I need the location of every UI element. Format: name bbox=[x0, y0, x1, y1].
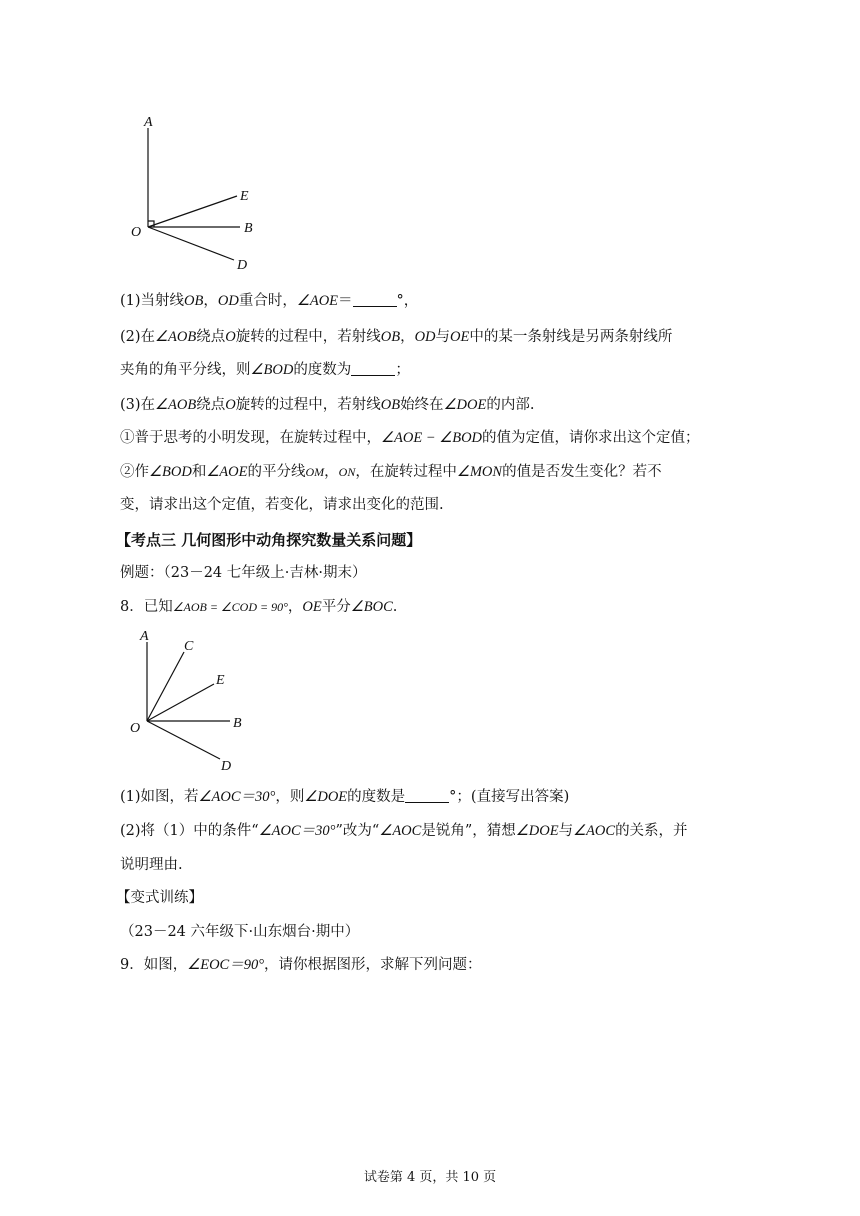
q8-part1: (1)如图，若∠AOC＝30°，则∠DOE的度数是 °；(直接写出答案) bbox=[120, 789, 570, 805]
q7-part2-line1: (2)在∠AOB绕点O旋转的过程中，若射线OB，OD与OE中的某一条射线是另两条射线所 bbox=[120, 329, 673, 345]
q8-part2-line2: 说明理由. bbox=[120, 857, 183, 873]
section-heading: 【考点三 几何图形中动角探究数量关系问题】 bbox=[116, 531, 422, 549]
q7-sub1: ①普于思考的小明发现，在旋转过程中，∠AOE − ∠BOD的值为定值，请你求出这个定值； bbox=[120, 430, 700, 446]
label-e: E bbox=[240, 189, 249, 204]
q8-part2-line1: (2)将（1）中的条件“∠AOC＝30°”改为“∠AOC是锐角”，猜想∠DOE与∠AOC的关系，并 bbox=[120, 823, 688, 839]
label-o: O bbox=[131, 225, 142, 240]
angle-figure-1 bbox=[120, 110, 280, 280]
ray-oe bbox=[148, 196, 237, 227]
label-b: B bbox=[233, 716, 242, 731]
label-o: O bbox=[130, 721, 141, 736]
label-b: B bbox=[244, 221, 253, 236]
ray-od bbox=[147, 721, 220, 759]
q7-part2-line2: 夹角的角平分线，则∠BOD的度数为 ； bbox=[120, 362, 410, 378]
page-footer: 试卷第 4 页，共 10 页 bbox=[363, 1170, 497, 1185]
answer-blank bbox=[405, 788, 449, 803]
ray-od bbox=[148, 227, 234, 260]
label-c: C bbox=[184, 639, 194, 654]
example-source: 例题：（23－24 七年级上·吉林·期末） bbox=[120, 565, 367, 581]
q7-part1: (1)当射线OB，OD重合时，∠AOE＝ °， bbox=[120, 293, 419, 309]
q7-part3: (3)在∠AOB绕点O旋转的过程中，若射线OB始终在∠DOE的内部. bbox=[120, 397, 535, 413]
label-d: D bbox=[237, 258, 248, 273]
label-e: E bbox=[216, 673, 225, 688]
variant-heading: 【变式训练】 bbox=[116, 890, 203, 906]
q7-sub2-line1: ②作∠BOD和∠AOE的平分线OM，ON，在旋转过程中∠MON的值是否发生变化？若不 bbox=[120, 464, 662, 480]
answer-blank bbox=[351, 361, 395, 376]
variant-source: （23－24 六年级下·山东烟台·期中） bbox=[120, 924, 360, 940]
q9-stem: 9．如图，∠EOC＝90°，请你根据图形，求解下列问题： bbox=[120, 957, 482, 973]
answer-blank bbox=[353, 292, 397, 307]
angle-figure-2 bbox=[120, 624, 270, 774]
label-a: A bbox=[144, 115, 153, 130]
q7-sub2-line2: 变，请求出这个定值，若变化，请求出变化的范围. bbox=[120, 497, 444, 513]
label-d: D bbox=[221, 759, 232, 774]
label-a: A bbox=[140, 629, 149, 644]
q8-stem: 8．已知∠AOB = ∠COD = 90°，OE平分∠BOC. bbox=[120, 599, 398, 615]
